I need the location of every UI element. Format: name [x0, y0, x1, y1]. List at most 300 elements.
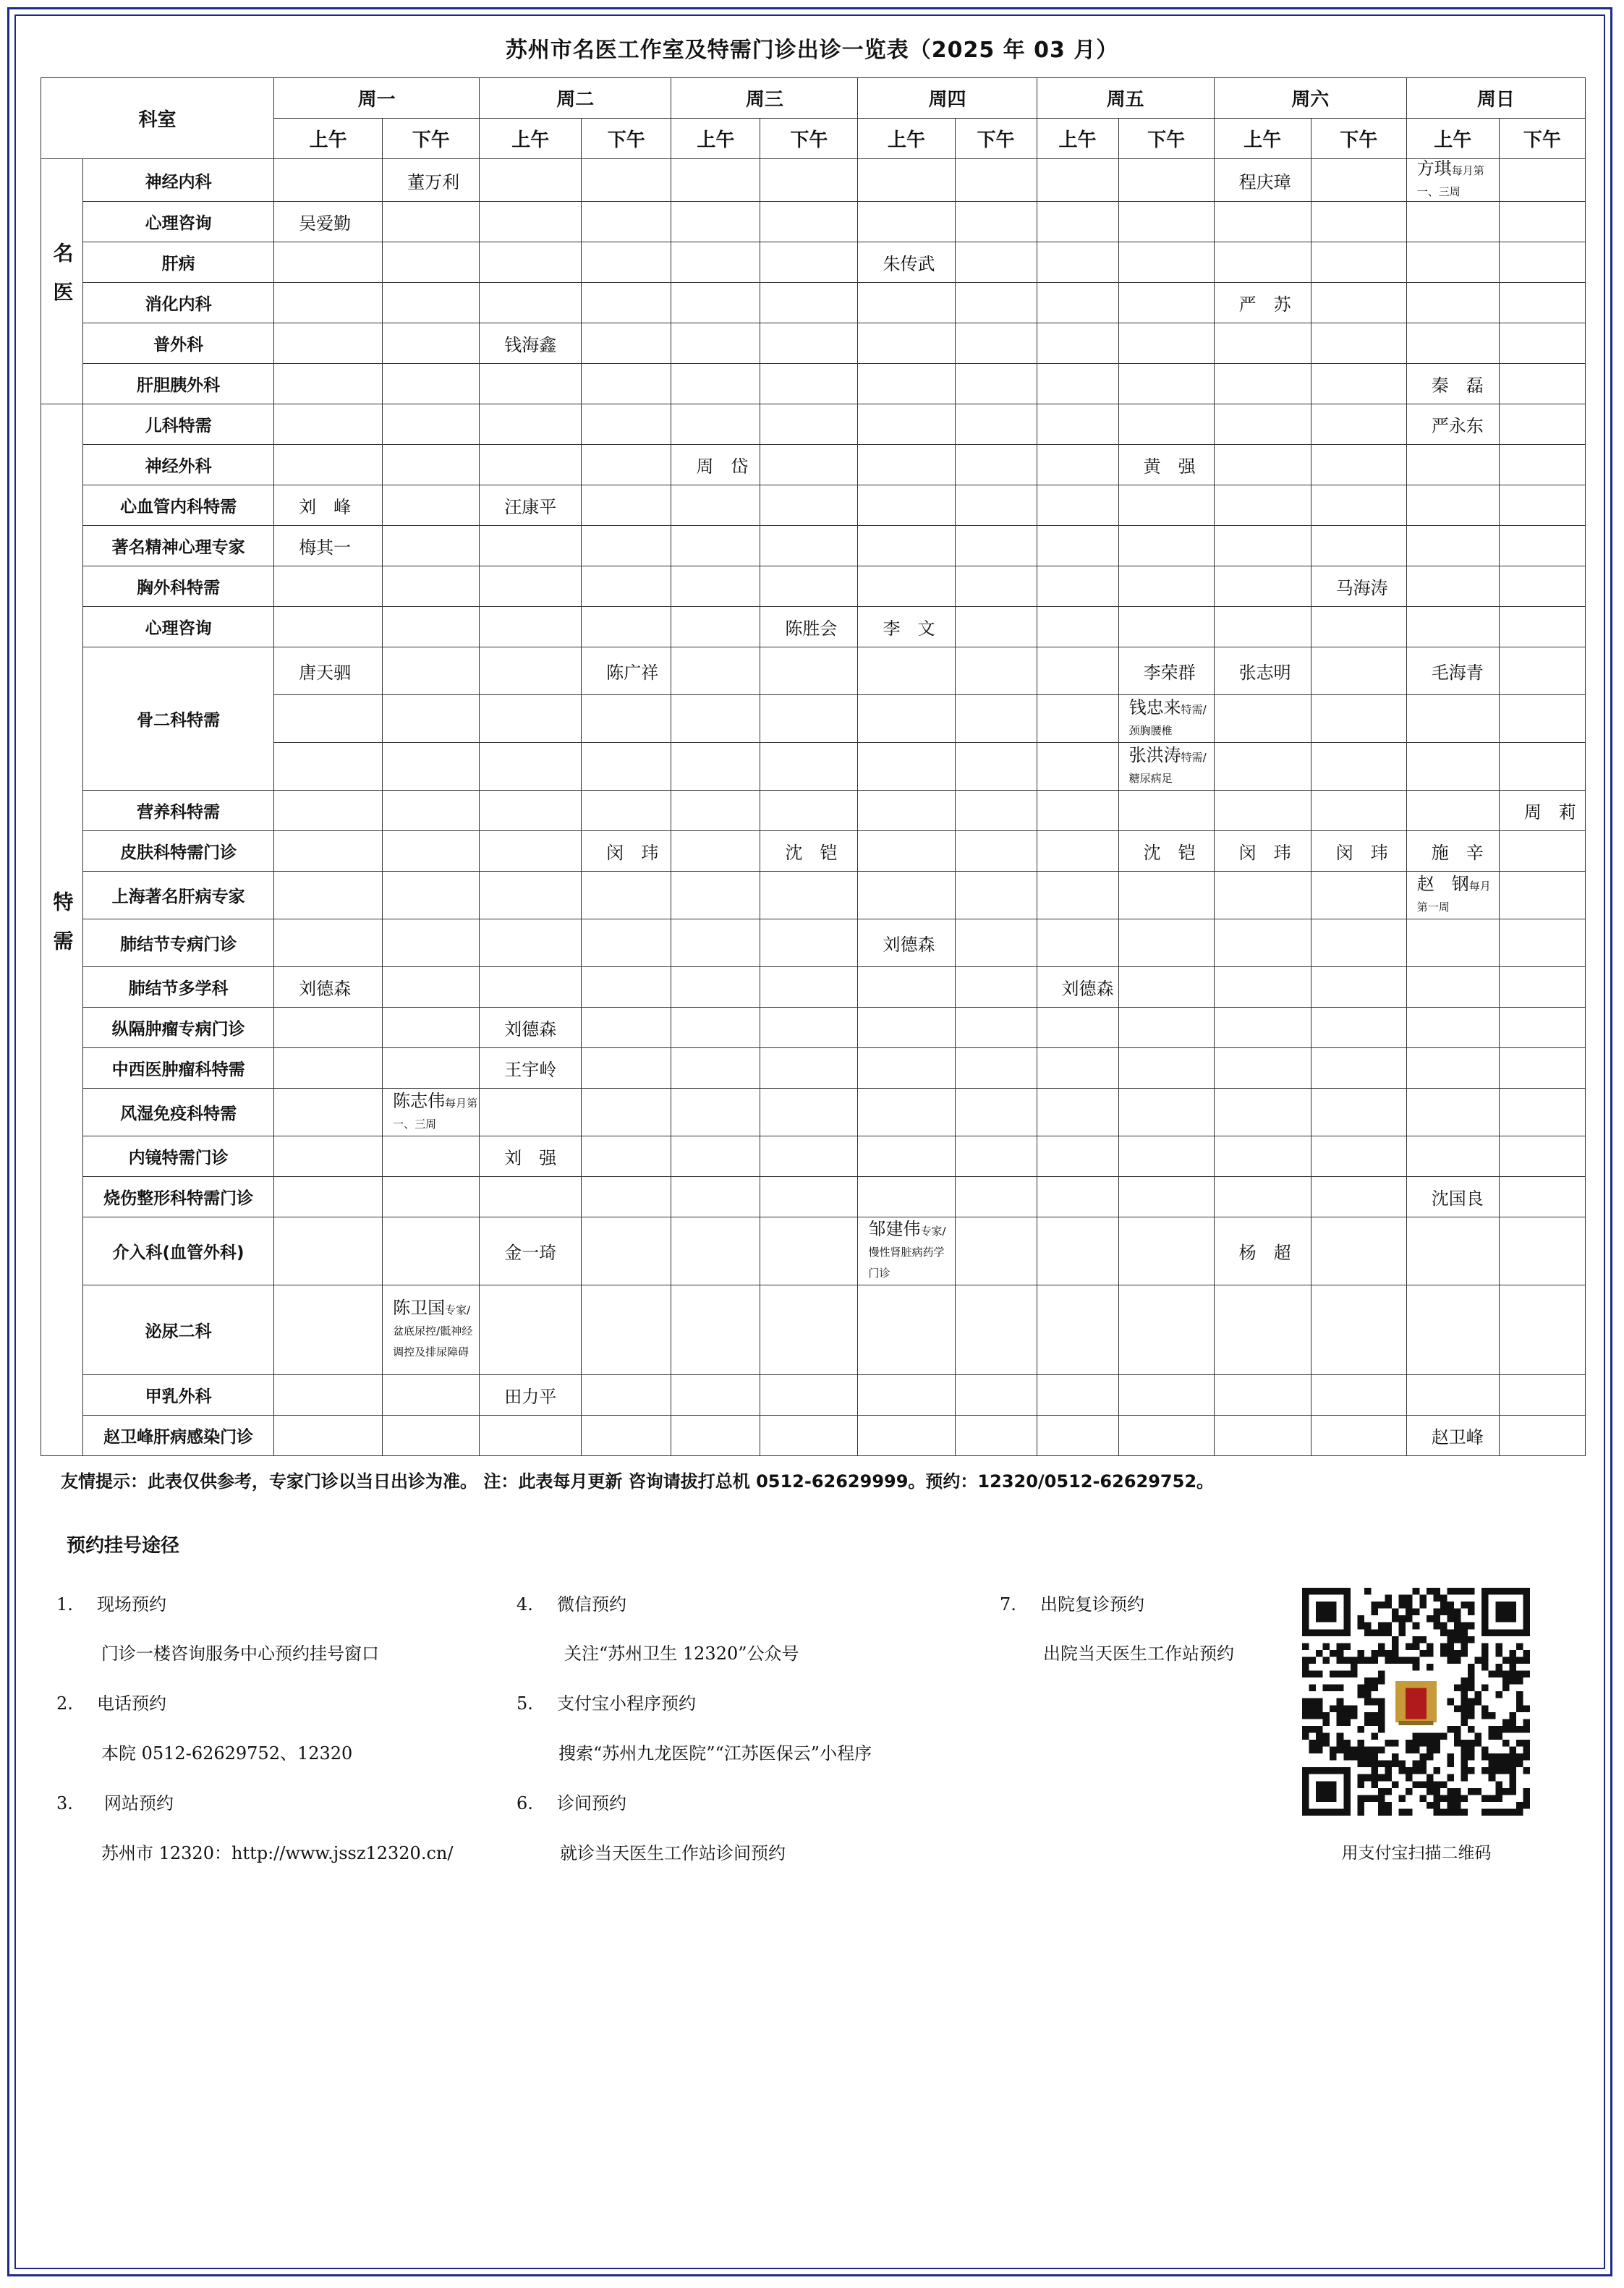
slot-cell — [480, 159, 582, 202]
slot-cell — [274, 695, 383, 743]
dept-name: 甲乳外科 — [83, 1375, 274, 1416]
slot-cell — [1214, 1416, 1311, 1456]
slot-cell — [582, 647, 671, 695]
doctor-name: 赵卫峰 — [1431, 1427, 1484, 1447]
slot-cell — [1499, 919, 1585, 967]
slot-cell — [760, 159, 858, 202]
slot-cell — [760, 202, 858, 242]
doctor-name: 杨 超 — [1238, 1243, 1291, 1263]
slot-cell — [1311, 323, 1406, 364]
slot-cell — [1499, 404, 1585, 445]
slot-cell — [1406, 1285, 1499, 1375]
slot-cell — [383, 743, 480, 791]
slot-cell — [383, 485, 480, 526]
slot-cell — [1499, 526, 1585, 566]
slot-cell — [1499, 283, 1585, 323]
slot-cell — [274, 445, 383, 485]
slot-cell — [1406, 242, 1499, 283]
slot-cell — [383, 791, 480, 831]
appointment-item-detail: 就诊当天医生工作站诊间预约 — [560, 1843, 786, 1863]
slot-cell — [1406, 967, 1499, 1008]
slot-cell — [1311, 967, 1406, 1008]
slot-cell — [582, 1136, 671, 1177]
slot-cell — [858, 1008, 955, 1048]
slot-cell — [274, 1375, 383, 1416]
dept-name: 上海著名肝病专家 — [83, 872, 274, 919]
page-title: 苏州市名医工作室及特需门诊出诊一览表（2025 年 03 月） — [505, 38, 1119, 63]
slot-cell — [1214, 159, 1311, 202]
slot-cell — [383, 1048, 480, 1089]
table-row — [41, 283, 1586, 323]
dept-name: 心理咨询 — [83, 202, 274, 242]
slot-cell — [858, 919, 955, 967]
slot-cell — [383, 566, 480, 607]
slot-cell — [760, 1136, 858, 1177]
dept-header: 科室 — [41, 78, 274, 159]
slot-cell — [858, 1416, 955, 1456]
slot-cell — [955, 607, 1037, 647]
slot-cell — [274, 283, 383, 323]
slot-cell — [1037, 566, 1118, 607]
slot-cell — [955, 1008, 1037, 1048]
slot-cell — [480, 1048, 582, 1089]
am-header: 上午 — [1406, 119, 1499, 159]
slot-cell — [1311, 566, 1406, 607]
slot-cell — [1037, 1416, 1118, 1456]
slot-cell — [383, 323, 480, 364]
pm-header: 下午 — [1118, 119, 1214, 159]
slot-cell — [480, 967, 582, 1008]
table-row — [41, 1136, 1586, 1177]
doctor-name: 李荣群 — [1143, 663, 1196, 683]
friendly-tip: 友情提示：此表仅供参考，专家门诊以当日出诊为准。 注：此表每月更新 咨询请拔打总机 0512-62629999。预约：12320/0512-62629752。 — [61, 1471, 1215, 1492]
slot-cell — [1499, 445, 1585, 485]
doctor-note: 专家/慢性肾脏病药学门诊 — [868, 1225, 946, 1280]
slot-cell — [760, 323, 858, 364]
slot-cell — [858, 1375, 955, 1416]
slot-cell — [1037, 1177, 1118, 1217]
slot-cell — [955, 445, 1037, 485]
pm-header: 下午 — [383, 119, 480, 159]
slot-cell — [671, 242, 760, 283]
slot-cell — [1214, 202, 1311, 242]
slot-cell — [274, 647, 383, 695]
doctor-name: 黄 强 — [1143, 456, 1196, 477]
dept-name: 赵卫峰肝病感染门诊 — [83, 1416, 274, 1456]
slot-cell — [582, 1089, 671, 1136]
slot-cell — [582, 1416, 671, 1456]
appointment-item-label: 3. 网站预约 — [56, 1793, 174, 1813]
doctor-name: 钱忠来 — [1128, 697, 1181, 718]
slot-cell — [1311, 202, 1406, 242]
appointment-item-label: 1. 现场预约 — [56, 1594, 166, 1615]
slot-cell — [582, 1375, 671, 1416]
table-row — [41, 485, 1586, 526]
slot-cell — [1311, 695, 1406, 743]
slot-cell — [760, 1217, 858, 1285]
am-header: 上午 — [1037, 119, 1118, 159]
dept-name: 肝病 — [83, 242, 274, 283]
slot-cell — [383, 364, 480, 404]
slot-cell — [582, 526, 671, 566]
slot-cell — [760, 566, 858, 607]
table-row — [41, 566, 1586, 607]
slot-cell — [1214, 364, 1311, 404]
doctor-name: 吴爱勤 — [299, 213, 352, 234]
slot-cell — [1311, 872, 1406, 919]
slot-cell — [671, 1416, 760, 1456]
slot-cell — [1499, 967, 1585, 1008]
slot-cell — [383, 967, 480, 1008]
slot-cell — [1311, 485, 1406, 526]
table-row — [41, 831, 1586, 872]
appointment-item-label: 4. 微信预约 — [516, 1594, 626, 1615]
slot-cell — [1118, 607, 1214, 647]
slot-cell — [1037, 695, 1118, 743]
slot-cell — [1037, 1136, 1118, 1177]
slot-cell — [1118, 1285, 1214, 1375]
slot-cell — [1118, 967, 1214, 1008]
slot-cell — [760, 695, 858, 743]
day-header: 周日 — [1406, 78, 1585, 119]
slot-cell — [671, 1089, 760, 1136]
doctor-name: 沈国良 — [1431, 1188, 1484, 1209]
slot-cell — [1499, 1177, 1585, 1217]
slot-cell — [274, 566, 383, 607]
slot-cell — [1499, 791, 1585, 831]
slot-cell — [582, 283, 671, 323]
slot-cell — [582, 607, 671, 647]
doctor-name: 陈广祥 — [606, 663, 659, 683]
slot-cell — [274, 1177, 383, 1217]
qr-code[interactable] — [1302, 1588, 1530, 1816]
slot-cell — [1214, 967, 1311, 1008]
slot-cell — [1311, 404, 1406, 445]
slot-cell — [582, 364, 671, 404]
slot-cell — [1037, 242, 1118, 283]
slot-cell — [671, 283, 760, 323]
slot-cell — [671, 1217, 760, 1285]
table-row — [41, 791, 1586, 831]
slot-cell — [1214, 526, 1311, 566]
slot-cell — [1499, 647, 1585, 695]
slot-cell — [1118, 1048, 1214, 1089]
slot-cell — [858, 242, 955, 283]
slot-cell — [1214, 1048, 1311, 1089]
slot-cell — [1037, 202, 1118, 242]
slot-cell — [760, 1048, 858, 1089]
slot-cell — [1037, 1008, 1118, 1048]
slot-cell — [1118, 1217, 1214, 1285]
slot-cell — [858, 159, 955, 202]
slot-cell — [1118, 919, 1214, 967]
slot-cell — [1037, 1217, 1118, 1285]
appointment-item-detail: 出院当天医生工作站预约 — [1043, 1643, 1234, 1664]
table-row — [41, 445, 1586, 485]
appointment-item-detail: 本院 0512-62629752、12320 — [101, 1743, 353, 1764]
slot-cell — [955, 967, 1037, 1008]
slot-cell — [480, 743, 582, 791]
slot-cell — [1118, 1177, 1214, 1217]
slot-cell — [1311, 1089, 1406, 1136]
slot-cell — [858, 872, 955, 919]
slot-cell — [760, 791, 858, 831]
slot-cell — [480, 872, 582, 919]
slot-cell — [1037, 526, 1118, 566]
doctor-name: 金一琦 — [504, 1243, 557, 1263]
doctor-note: 每月第一周 — [1416, 879, 1491, 914]
slot-cell — [671, 202, 760, 242]
slot-cell — [1118, 831, 1214, 872]
slot-cell — [955, 485, 1037, 526]
slot-cell — [1118, 1008, 1214, 1048]
slot-cell — [760, 242, 858, 283]
am-header: 上午 — [1214, 119, 1311, 159]
pm-header: 下午 — [760, 119, 858, 159]
slot-cell — [1214, 404, 1311, 445]
slot-cell — [671, 1177, 760, 1217]
slot-cell — [1311, 1416, 1406, 1456]
slot-cell — [1406, 872, 1499, 919]
slot-cell — [1311, 1008, 1406, 1048]
slot-cell — [1214, 831, 1311, 872]
doctor-note: 每月第一、三周 — [393, 1096, 478, 1131]
slot-cell — [858, 743, 955, 791]
slot-cell — [1118, 159, 1214, 202]
doctor-name: 马海涛 — [1335, 578, 1388, 598]
dept-name: 神经外科 — [83, 445, 274, 485]
slot-cell — [1499, 607, 1585, 647]
doctor-name: 闵 玮 — [1238, 843, 1291, 863]
slot-cell — [383, 242, 480, 283]
slot-cell — [1037, 323, 1118, 364]
doctor-note: 专家/盆底尿控/骶神经调控及排尿障碍 — [393, 1304, 473, 1358]
slot-cell — [671, 743, 760, 791]
slot-cell — [1118, 1375, 1214, 1416]
slot-cell — [858, 831, 955, 872]
pm-header: 下午 — [1499, 119, 1585, 159]
slot-cell — [1406, 1416, 1499, 1456]
slot-cell — [1214, 242, 1311, 283]
table-row — [41, 242, 1586, 283]
slot-cell — [582, 743, 671, 791]
slot-cell — [1118, 1136, 1214, 1177]
slot-cell — [274, 323, 383, 364]
slot-cell — [383, 1008, 480, 1048]
qr-logo-mark — [1406, 1688, 1427, 1719]
slot-cell — [1118, 202, 1214, 242]
slot-cell — [671, 607, 760, 647]
slot-cell — [1499, 1285, 1585, 1375]
doctor-name: 严永东 — [1431, 416, 1484, 436]
doctor-name: 朱传武 — [883, 254, 935, 274]
slot-cell — [582, 1008, 671, 1048]
slot-cell — [1406, 323, 1499, 364]
slot-cell — [1037, 1048, 1118, 1089]
appointment-item-label: 6. 诊间预约 — [516, 1793, 626, 1813]
day-header: 周六 — [1214, 78, 1406, 119]
slot-cell — [858, 485, 955, 526]
slot-cell — [1214, 485, 1311, 526]
slot-cell — [1118, 1089, 1214, 1136]
dept-name: 普外科 — [83, 323, 274, 364]
doctor-name: 张洪涛 — [1128, 744, 1181, 765]
slot-cell — [383, 1285, 480, 1375]
dept-name: 烧伤整形科特需门诊 — [83, 1177, 274, 1217]
slot-cell — [955, 791, 1037, 831]
slot-cell — [955, 1089, 1037, 1136]
slot-cell — [274, 364, 383, 404]
slot-cell — [1037, 967, 1118, 1008]
dept-name: 骨二科特需 — [83, 647, 274, 791]
slot-cell — [1406, 1048, 1499, 1089]
slot-cell — [760, 743, 858, 791]
slot-cell — [480, 1375, 582, 1416]
slot-cell — [383, 831, 480, 872]
slot-cell — [955, 364, 1037, 404]
slot-cell — [480, 647, 582, 695]
slot-cell — [1311, 919, 1406, 967]
slot-cell — [582, 1217, 671, 1285]
slot-cell — [1406, 647, 1499, 695]
slot-cell — [955, 1048, 1037, 1089]
doctor-name: 赵 钢 — [1416, 873, 1469, 894]
slot-cell — [1406, 404, 1499, 445]
doctor-name: 程庆璋 — [1238, 171, 1291, 192]
doctor-name: 周 莉 — [1523, 802, 1576, 822]
doctor-name: 刘德森 — [504, 1019, 557, 1039]
table-row — [41, 526, 1586, 566]
slot-cell — [1406, 743, 1499, 791]
slot-cell — [1037, 283, 1118, 323]
slot-cell — [1311, 526, 1406, 566]
slot-cell — [1311, 1375, 1406, 1416]
slot-cell — [1037, 1285, 1118, 1375]
slot-cell — [274, 159, 383, 202]
table-row — [41, 607, 1586, 647]
table-row — [41, 919, 1586, 967]
slot-cell — [1499, 1217, 1585, 1285]
slot-cell — [274, 831, 383, 872]
slot-cell — [1214, 919, 1311, 967]
slot-cell — [1037, 607, 1118, 647]
slot-cell — [1037, 404, 1118, 445]
slot-cell — [383, 1375, 480, 1416]
slot-cell — [1406, 1136, 1499, 1177]
slot-cell — [858, 526, 955, 566]
doctor-name: 王宇岭 — [504, 1060, 557, 1080]
slot-cell — [480, 1089, 582, 1136]
slot-cell — [383, 159, 480, 202]
doctor-name: 陈卫国 — [393, 1298, 446, 1318]
doctor-name: 田力平 — [504, 1387, 557, 1407]
appointment-item-detail[interactable]: 苏州市 12320：http://www.jssz12320.cn/ — [101, 1843, 454, 1863]
pm-header: 下午 — [955, 119, 1037, 159]
slot-cell — [582, 485, 671, 526]
slot-cell — [955, 202, 1037, 242]
slot-cell — [1406, 202, 1499, 242]
slot-cell — [480, 404, 582, 445]
slot-cell — [582, 566, 671, 607]
slot-cell — [383, 202, 480, 242]
am-header: 上午 — [274, 119, 383, 159]
slot-cell — [383, 1136, 480, 1177]
slot-cell — [1311, 1177, 1406, 1217]
slot-cell — [1499, 831, 1585, 872]
category-label: 特需 — [41, 404, 83, 1456]
doctor-name: 陈志伟 — [393, 1090, 446, 1111]
slot-cell — [1406, 1008, 1499, 1048]
doctor-note: 特需/颈胸腰椎 — [1128, 702, 1207, 737]
table-row — [41, 159, 1586, 202]
table-row — [41, 404, 1586, 445]
slot-cell — [1037, 1375, 1118, 1416]
slot-cell — [760, 1089, 858, 1136]
slot-cell — [1311, 1217, 1406, 1285]
slot-cell — [858, 566, 955, 607]
day-header: 周三 — [671, 78, 858, 119]
slot-cell — [1406, 1217, 1499, 1285]
slot-cell — [858, 1177, 955, 1217]
slot-cell — [1214, 695, 1311, 743]
doctor-name: 刘德森 — [1061, 979, 1114, 999]
table-row — [41, 647, 1586, 695]
slot-cell — [1311, 791, 1406, 831]
slot-cell — [671, 1375, 760, 1416]
slot-cell — [480, 364, 582, 404]
slot-cell — [671, 919, 760, 967]
day-header: 周五 — [1037, 78, 1214, 119]
slot-cell — [760, 919, 858, 967]
slot-cell — [480, 323, 582, 364]
slot-cell — [274, 1217, 383, 1285]
slot-cell — [582, 967, 671, 1008]
slot-cell — [383, 404, 480, 445]
slot-cell — [955, 743, 1037, 791]
dept-name: 心血管内科特需 — [83, 485, 274, 526]
slot-cell — [1214, 607, 1311, 647]
day-header: 周一 — [274, 78, 480, 119]
dept-name: 介入科(血管外科) — [83, 1217, 274, 1285]
slot-cell — [671, 1008, 760, 1048]
doctor-name: 闵 玮 — [1335, 843, 1388, 863]
slot-cell — [760, 1008, 858, 1048]
slot-cell — [1118, 283, 1214, 323]
slot-cell — [955, 159, 1037, 202]
slot-cell — [1214, 1008, 1311, 1048]
slot-cell — [1311, 1048, 1406, 1089]
dept-name: 肺结节专病门诊 — [83, 919, 274, 967]
slot-cell — [858, 647, 955, 695]
slot-cell — [582, 404, 671, 445]
slot-cell — [1499, 1089, 1585, 1136]
slot-cell — [1118, 364, 1214, 404]
slot-cell — [671, 967, 760, 1008]
slot-cell — [955, 526, 1037, 566]
slot-cell — [480, 831, 582, 872]
qr-caption: 用支付宝扫描二维码 — [1341, 1844, 1492, 1863]
dept-name: 纵隔肿瘤专病门诊 — [83, 1008, 274, 1048]
slot-cell — [671, 647, 760, 695]
slot-cell — [955, 1285, 1037, 1375]
slot-cell — [1214, 1217, 1311, 1285]
doctor-name: 周 岱 — [696, 456, 749, 477]
slot-cell — [1499, 202, 1585, 242]
slot-cell — [383, 445, 480, 485]
dept-name: 泌尿二科 — [83, 1285, 274, 1375]
slot-cell — [760, 283, 858, 323]
table-row — [41, 1416, 1586, 1456]
